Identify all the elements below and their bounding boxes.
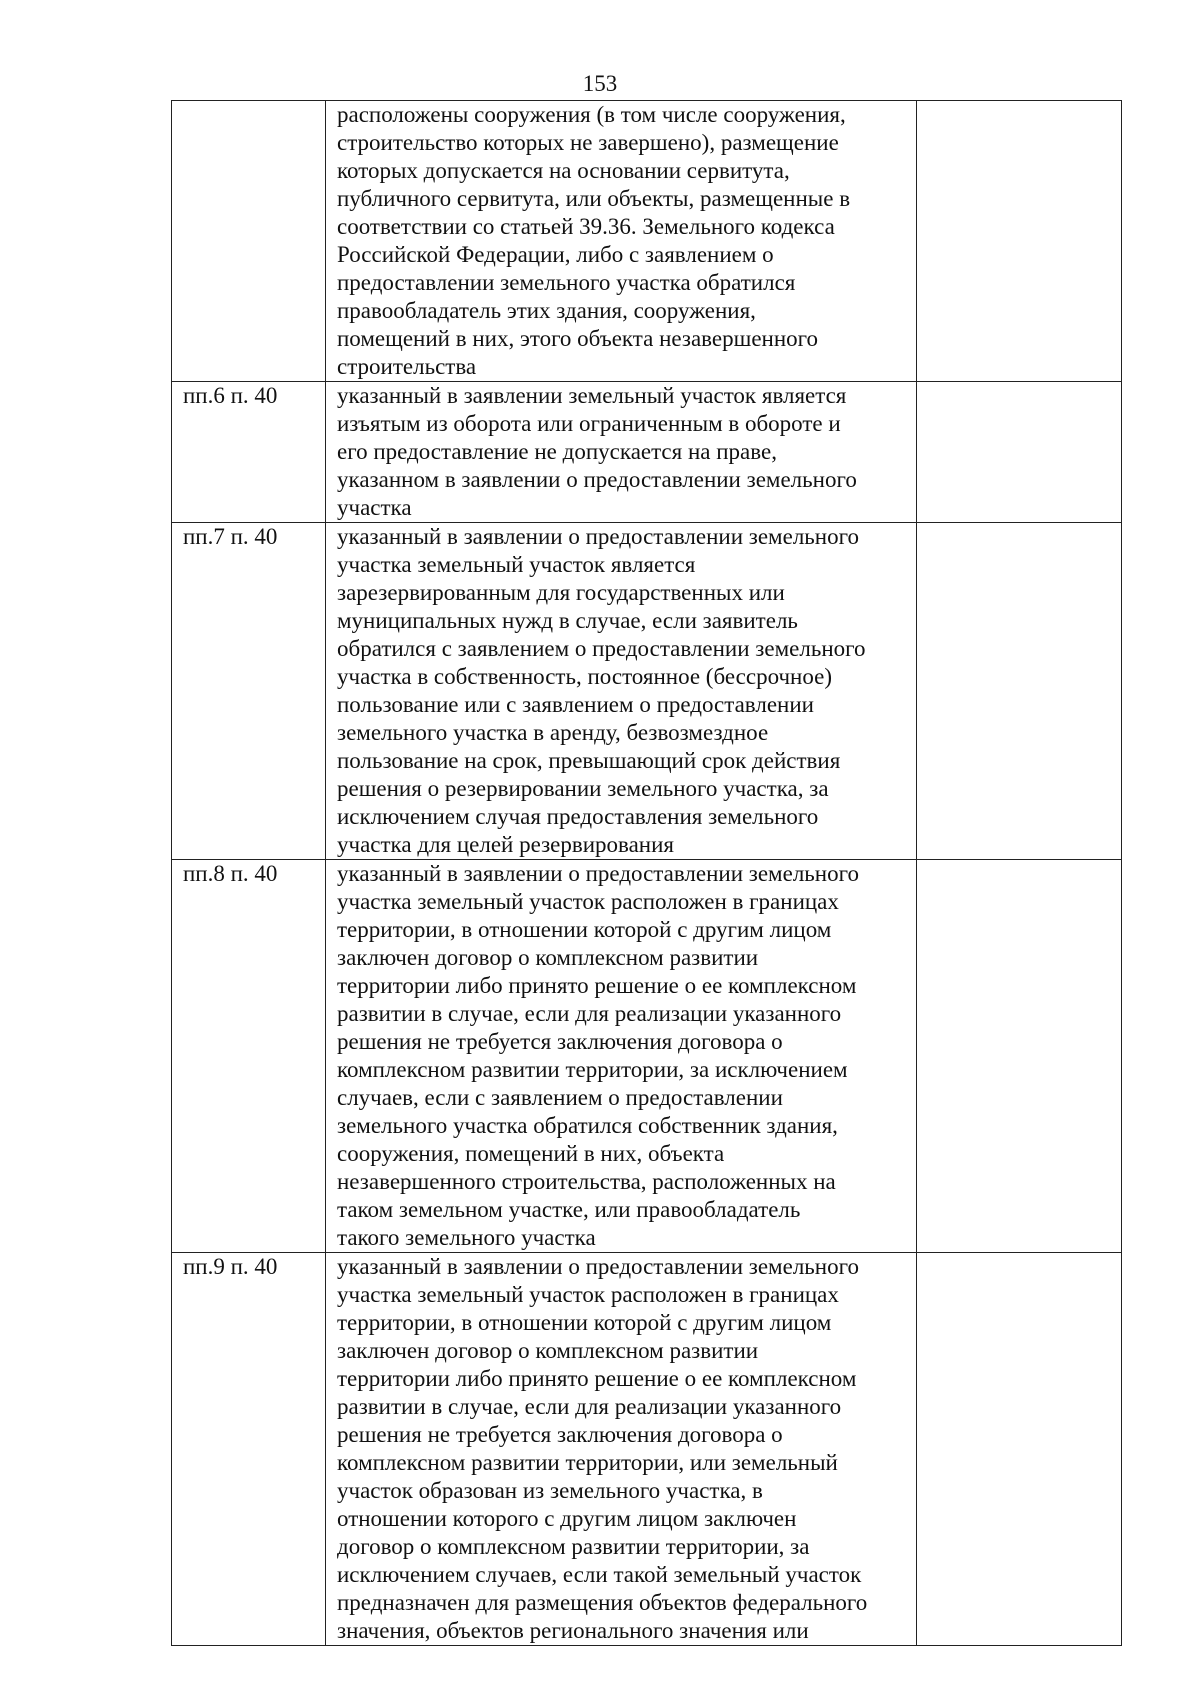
text-cell xyxy=(326,523,917,860)
note-cell xyxy=(917,860,1122,1253)
ref-cell xyxy=(172,382,326,523)
ref-cell xyxy=(172,101,326,382)
page-number: 153 xyxy=(582,71,618,96)
text-cell xyxy=(326,101,917,382)
ground-text: расположены сооружения (в том числе сооружения, строительство которых не завершено), размещение которых допускается на основании сервитута, публичного сервитута, или объекты, размещенные в соответствии со статьей 39.36. Земельного кодекса Российской Федерации, либо с заявлением о предоставлении земельного участка обратился правообладатель этих здания, сооружения, помещений в них, этого объекта незавершенного строительства xyxy=(337,102,851,379)
table-row xyxy=(172,382,1122,523)
table-row xyxy=(172,523,1122,860)
text-cell xyxy=(326,860,917,1253)
note-cell xyxy=(917,1253,1122,1646)
ref-text: пп.8 п. 40 xyxy=(183,861,278,886)
table-row xyxy=(172,101,1122,382)
grounds-table xyxy=(171,100,1122,1646)
ref-cell xyxy=(172,860,326,1253)
table-row xyxy=(172,1253,1122,1646)
note-cell xyxy=(917,523,1122,860)
text-cell xyxy=(326,1253,917,1646)
note-cell xyxy=(917,382,1122,523)
ground-text: указанный в заявлении земельный участок является изъятым из оборота или ограниченным в обороте и его предоставление не допускается на праве, указанном в заявлении о предоставлении земельного участка xyxy=(337,383,857,520)
ref-text: пп.7 п. 40 xyxy=(183,524,278,549)
ground-text: указанный в заявлении о предоставлении земельного участка земельный участок расположен в границах территории, в отношении которой с другим лицом заключен договор о комплексном развитии территории либо принято решение о ее комплексном развитии в случае, если для реализации указанного решения не требуется заключения договора о комплексном развитии территории, или земельный участок образован из земельного участка, в отношении которого с другим лицом заключен договор о комплексном развитии территории, за исключением случаев, если такой земельный участок предназначен для размещения объектов федерального значения, объектов регионального значения или xyxy=(337,1254,868,1643)
ref-text: пп.6 п. 40 xyxy=(183,383,278,408)
ground-text: указанный в заявлении о предоставлении земельного участка земельный участок является зарезервированным для государственных или муниципальных нужд в случае, если заявитель обратился с заявлением о предоставлении земельного участка в собственность, постоянное (бессрочное) пользование или с заявлением о предоставлении земельного участка в аренду, безвозмездное пользование на срок, превышающий срок действия решения о резервировании земельного участка, за исключением случая предоставления земельного участка для целей резервирования xyxy=(337,524,866,857)
ref-cell xyxy=(172,1253,326,1646)
note-cell xyxy=(917,101,1122,382)
text-cell xyxy=(326,382,917,523)
table-row xyxy=(172,860,1122,1253)
ref-cell xyxy=(172,523,326,860)
ground-text: указанный в заявлении о предоставлении земельного участка земельный участок расположен в границах территории, в отношении которой с другим лицом заключен договор о комплексном развитии территории либо принято решение о ее комплексном развитии в случае, если для реализации указанного решения не требуется заключения договора о комплексном развитии территории, за исключением случаев, если с заявлением о предоставлении земельного участка обратился собственник здания, сооружения, помещений в них, объекта незавершенного строительства, расположенных на таком земельном участке, или правообладатель такого земельного участка xyxy=(337,861,859,1250)
ref-text: пп.9 п. 40 xyxy=(183,1254,278,1279)
